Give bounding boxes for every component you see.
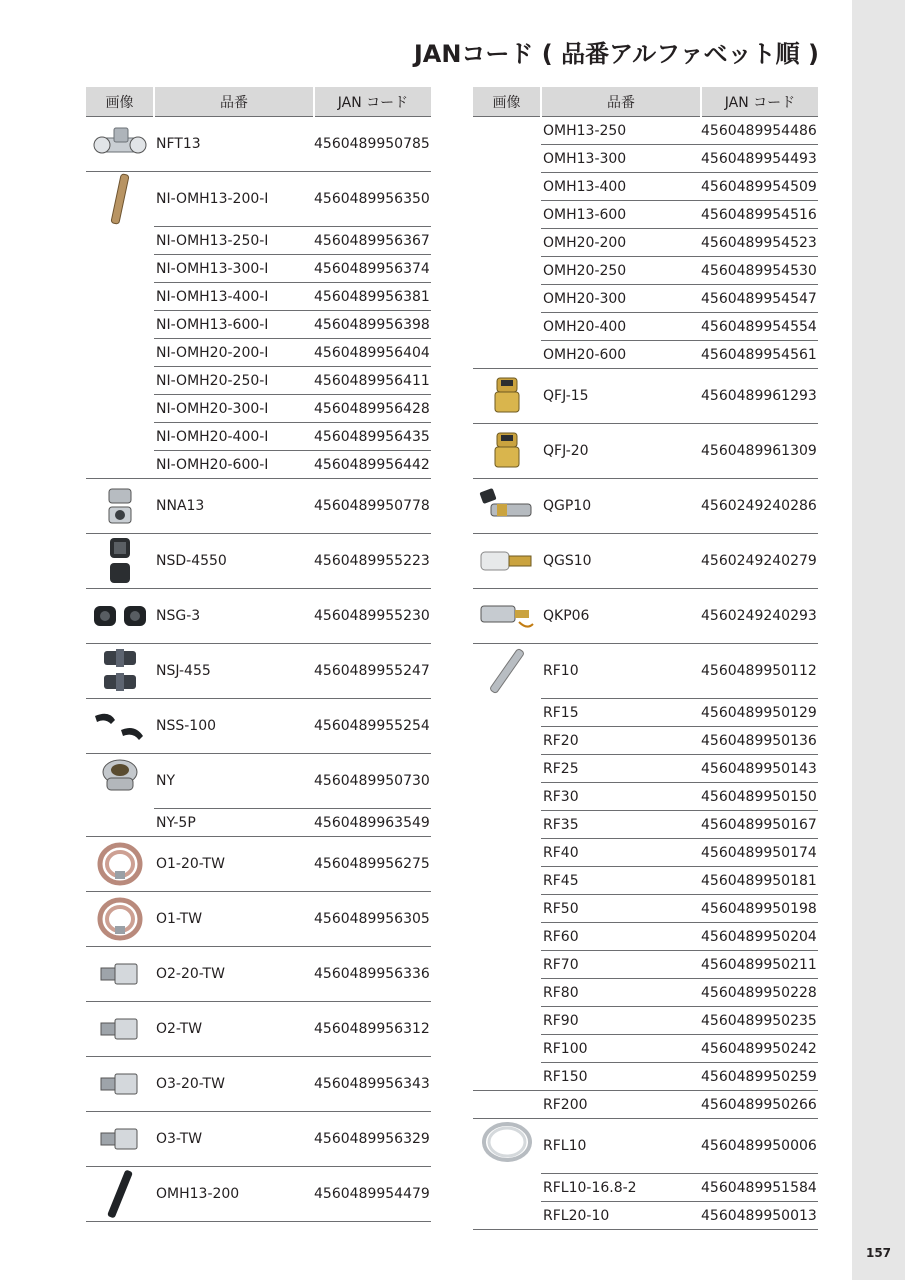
jan-code-cell: 4560489961309 — [701, 424, 818, 479]
table-row — [86, 644, 431, 699]
jan-code-cell: 4560489950174 — [701, 839, 818, 867]
part-number-cell: OMH13-200 — [154, 1167, 314, 1222]
coupler-icon — [473, 596, 541, 636]
joint-pair-icon — [86, 647, 154, 695]
jan-code-cell: 4560489950785 — [314, 117, 431, 172]
part-number-cell: RF70 — [541, 951, 701, 979]
product-image-cell — [86, 1167, 154, 1222]
table-row — [86, 1002, 431, 1057]
jan-code-cell: 4560489950778 — [314, 479, 431, 534]
jan-code-cell: 4560489954493 — [701, 145, 818, 173]
nut-icon — [86, 754, 154, 798]
header-jan: JAN コード — [701, 87, 818, 117]
part-number-cell: QGS10 — [541, 534, 701, 589]
product-image-cell — [86, 699, 154, 754]
part-number-cell: NI-OMH20-200-I — [154, 339, 314, 367]
table-header — [86, 87, 431, 117]
part-number-cell: RF15 — [541, 699, 701, 727]
product-image-cell — [86, 837, 154, 892]
table-row — [86, 947, 431, 1002]
flex-hose-icon — [473, 644, 541, 698]
part-number-cell: RFL20-10 — [541, 1202, 701, 1230]
table-row — [473, 369, 818, 424]
coil-hose-icon — [86, 841, 154, 887]
part-number-cell: RF20 — [541, 727, 701, 755]
elbow-icon — [86, 706, 154, 746]
part-number-cell: OMH13-250 — [541, 117, 701, 145]
part-number-cell: O2-TW — [154, 1002, 314, 1057]
jan-table-right — [473, 87, 818, 1230]
product-image-cell — [473, 424, 541, 479]
jan-code-cell: 4560489950143 — [701, 755, 818, 783]
table-row — [86, 754, 431, 809]
part-number-cell: QFJ-15 — [541, 369, 701, 424]
jan-code-cell: 4560489950228 — [701, 979, 818, 1007]
table-row — [86, 534, 431, 589]
fitting-icon — [86, 1124, 154, 1154]
product-image-cell — [473, 1119, 541, 1230]
jan-code-cell: 4560489956312 — [314, 1002, 431, 1057]
header-image: 画像 — [86, 87, 154, 117]
part-number-cell: NI-OMH13-400-I — [154, 283, 314, 311]
tube-coil-icon — [473, 1119, 541, 1165]
page-title: JANコード ( 品番アルファベット順 ) — [413, 40, 819, 68]
brass-coupler-icon — [473, 374, 541, 418]
jan-code-cell: 4560489963549 — [314, 809, 431, 837]
coil-hose-icon — [86, 896, 154, 942]
part-number-cell: NI-OMH13-300-I — [154, 255, 314, 283]
jan-code-cell: 4560489954530 — [701, 257, 818, 285]
jan-code-cell: 4560249240286 — [701, 479, 818, 534]
table-row — [473, 534, 818, 589]
jan-code-cell: 4560489956305 — [314, 892, 431, 947]
jan-code-cell: 4560489956411 — [314, 367, 431, 395]
product-image-cell — [473, 1091, 541, 1119]
jan-code-cell: 4560489950006 — [701, 1119, 818, 1174]
hose-icon — [86, 172, 154, 226]
part-number-cell: O1-TW — [154, 892, 314, 947]
header-part: 品番 — [541, 87, 701, 117]
part-number-cell: O3-TW — [154, 1112, 314, 1167]
page-number: 157 — [865, 1246, 892, 1260]
product-image-cell — [86, 589, 154, 644]
jan-code-cell: 4560489950150 — [701, 783, 818, 811]
socket-icon — [473, 544, 541, 578]
jan-code-cell: 4560489956343 — [314, 1057, 431, 1112]
product-image-cell — [86, 479, 154, 534]
product-image-cell — [473, 479, 541, 534]
product-image-cell — [86, 644, 154, 699]
jan-code-cell: 4560489950259 — [701, 1063, 818, 1091]
part-number-cell: NI-OMH13-200-I — [154, 172, 314, 227]
part-number-cell: NI-OMH13-600-I — [154, 311, 314, 339]
table-row — [86, 1112, 431, 1167]
jan-code-cell: 4560489950198 — [701, 895, 818, 923]
union-nut-icon — [86, 485, 154, 527]
jan-code-cell: 4560489956381 — [314, 283, 431, 311]
jan-code-cell: 4560489950242 — [701, 1035, 818, 1063]
side-strip — [852, 0, 905, 1280]
jan-code-cell: 4560489956398 — [314, 311, 431, 339]
product-image-cell — [473, 369, 541, 424]
part-number-cell: RF30 — [541, 783, 701, 811]
jan-code-cell: 4560489954516 — [701, 201, 818, 229]
product-image-cell — [86, 892, 154, 947]
header-jan: JAN コード — [314, 87, 431, 117]
part-number-cell: NI-OMH20-250-I — [154, 367, 314, 395]
part-number-cell: NI-OMH20-400-I — [154, 423, 314, 451]
part-number-cell: OMH13-600 — [541, 201, 701, 229]
jan-code-cell: 4560489955223 — [314, 534, 431, 589]
part-number-cell: OMH13-400 — [541, 173, 701, 201]
jan-code-cell: 4560489956275 — [314, 837, 431, 892]
product-image-cell — [86, 1112, 154, 1167]
jan-code-cell: 4560489961293 — [701, 369, 818, 424]
table-header — [473, 87, 818, 117]
part-number-cell: RF80 — [541, 979, 701, 1007]
jan-code-cell: 4560489956350 — [314, 172, 431, 227]
product-image-cell — [473, 117, 541, 369]
black-hose-icon — [86, 1167, 154, 1221]
table-row — [86, 1057, 431, 1112]
jan-code-cell: 4560489954523 — [701, 229, 818, 257]
jan-code-cell: 4560489956367 — [314, 227, 431, 255]
jan-code-cell: 4560489955230 — [314, 589, 431, 644]
product-image-cell — [86, 947, 154, 1002]
part-number-cell: NY-5P — [154, 809, 314, 837]
part-number-cell: NY — [154, 754, 314, 809]
jan-table-left — [86, 87, 431, 1222]
gasket-icon — [86, 600, 154, 632]
jan-code-cell: 4560489956404 — [314, 339, 431, 367]
part-number-cell: RF10 — [541, 644, 701, 699]
part-number-cell: OMH20-300 — [541, 285, 701, 313]
part-number-cell: RF50 — [541, 895, 701, 923]
table-row — [86, 479, 431, 534]
part-number-cell: RF90 — [541, 1007, 701, 1035]
jan-code-cell: 4560489954547 — [701, 285, 818, 313]
table-row — [86, 892, 431, 947]
table-row — [473, 644, 818, 699]
jan-code-cell: 4560489955247 — [314, 644, 431, 699]
jan-code-cell: 4560489955254 — [314, 699, 431, 754]
table-row — [86, 699, 431, 754]
part-number-cell: RF25 — [541, 755, 701, 783]
part-number-cell: O1-20-TW — [154, 837, 314, 892]
part-number-cell: NI-OMH13-250-I — [154, 227, 314, 255]
table-row — [473, 479, 818, 534]
jan-code-cell: 4560249240293 — [701, 589, 818, 644]
jan-code-cell: 4560489950167 — [701, 811, 818, 839]
part-number-cell: OMH13-300 — [541, 145, 701, 173]
fitting-icon — [86, 1069, 154, 1099]
jan-code-cell: 4560489950730 — [314, 754, 431, 809]
jan-code-cell: 4560249240279 — [701, 534, 818, 589]
table-row — [86, 117, 431, 172]
part-number-cell: O3-20-TW — [154, 1057, 314, 1112]
part-number-cell: RFL10-16.8-2 — [541, 1174, 701, 1202]
jan-code-cell: 4560489950211 — [701, 951, 818, 979]
part-number-cell: NI-OMH20-300-I — [154, 395, 314, 423]
product-image-cell — [86, 754, 154, 837]
product-image-cell — [86, 117, 154, 172]
part-number-cell: RF40 — [541, 839, 701, 867]
part-number-cell: RF45 — [541, 867, 701, 895]
jan-code-cell: 4560489950204 — [701, 923, 818, 951]
part-number-cell: OMH20-200 — [541, 229, 701, 257]
product-image-cell — [86, 1002, 154, 1057]
jan-code-cell: 4560489950129 — [701, 699, 818, 727]
table-row — [473, 424, 818, 479]
table-row — [86, 589, 431, 644]
jan-code-cell: 4560489950013 — [701, 1202, 818, 1230]
part-number-cell: RF100 — [541, 1035, 701, 1063]
part-number-cell: NSD-4550 — [154, 534, 314, 589]
part-number-cell: NSS-100 — [154, 699, 314, 754]
table-row — [86, 1167, 431, 1222]
jan-code-cell: 4560489951584 — [701, 1174, 818, 1202]
part-number-cell: NSJ-455 — [154, 644, 314, 699]
table-row — [86, 172, 431, 227]
part-number-cell: NFT13 — [154, 117, 314, 172]
part-number-cell: RFL10 — [541, 1119, 701, 1174]
product-image-cell — [86, 1057, 154, 1112]
product-image-cell — [473, 534, 541, 589]
jan-code-cell: 4560489956435 — [314, 423, 431, 451]
part-number-cell: O2-20-TW — [154, 947, 314, 1002]
jan-code-cell: 4560489950181 — [701, 867, 818, 895]
part-number-cell: RF35 — [541, 811, 701, 839]
jan-code-cell: 4560489950112 — [701, 644, 818, 699]
jan-code-cell: 4560489954479 — [314, 1167, 431, 1222]
product-image-cell — [86, 534, 154, 589]
jan-code-cell: 4560489954486 — [701, 117, 818, 145]
socket-pair-icon — [86, 536, 154, 586]
jan-code-cell: 4560489956428 — [314, 395, 431, 423]
part-number-cell: RF60 — [541, 923, 701, 951]
jan-code-cell: 4560489950136 — [701, 727, 818, 755]
product-image-cell — [473, 644, 541, 1091]
part-number-cell: NSG-3 — [154, 589, 314, 644]
jan-code-cell: 4560489950266 — [701, 1091, 818, 1119]
jan-code-cell: 4560489950235 — [701, 1007, 818, 1035]
header-image: 画像 — [473, 87, 541, 117]
part-number-cell: NNA13 — [154, 479, 314, 534]
jan-code-cell: 4560489954509 — [701, 173, 818, 201]
part-number-cell: OMH20-400 — [541, 313, 701, 341]
part-number-cell: QGP10 — [541, 479, 701, 534]
header-part: 品番 — [154, 87, 314, 117]
part-number-cell: QFJ-20 — [541, 424, 701, 479]
plug-icon — [473, 486, 541, 526]
table-row — [86, 837, 431, 892]
table-row — [473, 117, 818, 145]
part-number-cell: NI-OMH20-600-I — [154, 451, 314, 479]
part-number-cell: OMH20-250 — [541, 257, 701, 285]
table-row — [473, 1119, 818, 1174]
fitting-icon — [86, 1014, 154, 1044]
table-row — [473, 589, 818, 644]
brass-coupler-icon — [473, 429, 541, 473]
jan-code-cell: 4560489956329 — [314, 1112, 431, 1167]
part-number-cell: QKP06 — [541, 589, 701, 644]
product-image-cell — [473, 589, 541, 644]
product-image-cell — [86, 172, 154, 479]
part-number-cell: RF200 — [541, 1091, 701, 1119]
jan-code-cell: 4560489956336 — [314, 947, 431, 1002]
tee-fitting-icon — [86, 124, 154, 164]
fitting-icon — [86, 959, 154, 989]
jan-code-cell: 4560489954554 — [701, 313, 818, 341]
jan-code-cell: 4560489956442 — [314, 451, 431, 479]
jan-code-cell: 4560489956374 — [314, 255, 431, 283]
part-number-cell: OMH20-600 — [541, 341, 701, 369]
part-number-cell: RF150 — [541, 1063, 701, 1091]
jan-code-cell: 4560489954561 — [701, 341, 818, 369]
table-row — [473, 1091, 818, 1119]
